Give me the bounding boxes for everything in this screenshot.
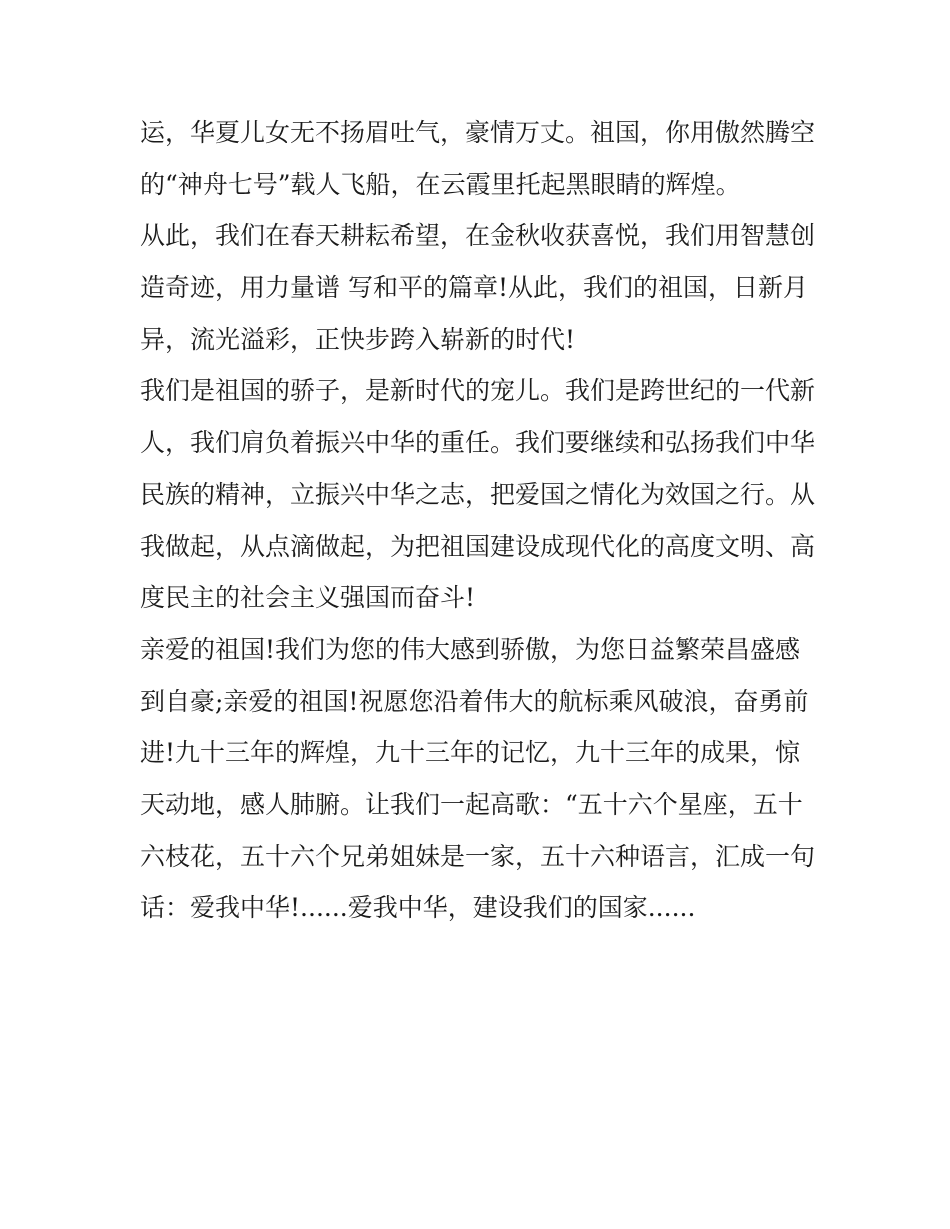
- text-line: 到自豪;亲爱的祖国!祝愿您沿着伟大的航标乘风破浪，奋勇前: [140, 686, 809, 716]
- paragraph-3: [140, 365, 820, 623]
- text-line: 我们是祖国的骄子，是新时代的宠儿。我们是跨世纪的一代新: [140, 376, 816, 406]
- text-line: 人，我们肩负着振兴中华的重任。我们要继续和弘扬我们中华: [140, 428, 816, 458]
- text-line: 亲爱的祖国!我们为您的伟大感到骄傲，为您日益繁荣昌盛感: [140, 634, 801, 664]
- text-line: 民族的精神，立振兴中华之志，把爱国之情化为效国之行。从: [140, 479, 816, 509]
- text-line: 天动地，感人肺腑。让我们一起高歌：“五十六个星座，五十: [140, 789, 803, 819]
- text-line: 的“神舟七号”载人飞船，在云霞里托起黑眼睛的辉煌。: [140, 169, 741, 199]
- text-line: 度民主的社会主义强国而奋斗!: [140, 583, 476, 613]
- text-line: 异，流光溢彩，正快步跨入崭新的时代!: [140, 324, 576, 354]
- document-body: [140, 107, 820, 934]
- text-line: 造奇迹，用力量谱 写和平的篇章!从此，我们的祖国，日新月: [140, 273, 808, 303]
- text-line: 进!九十三年的辉煌，九十三年的记忆，九十三年的成果，惊: [140, 738, 801, 768]
- paragraph-1: [140, 107, 820, 210]
- text-line: 运，华夏儿女无不扬眉吐气，豪情万丈。祖国，你用傲然腾空: [140, 118, 816, 147]
- paragraph-2: [140, 210, 820, 365]
- paragraph-4: [140, 624, 820, 934]
- text-line: 从此，我们在春天耕耘希望，在金秋收获喜悦，我们用智慧创: [140, 221, 816, 251]
- text-line: 话：爱我中华!......爱我中华，建设我们的国家......: [140, 893, 696, 923]
- text-line: 六枝花，五十六个兄弟姐妹是一家，五十六种语言，汇成一句: [140, 841, 816, 871]
- text-line: 我做起，从点滴做起，为把祖国建设成现代化的高度文明、高: [140, 531, 816, 561]
